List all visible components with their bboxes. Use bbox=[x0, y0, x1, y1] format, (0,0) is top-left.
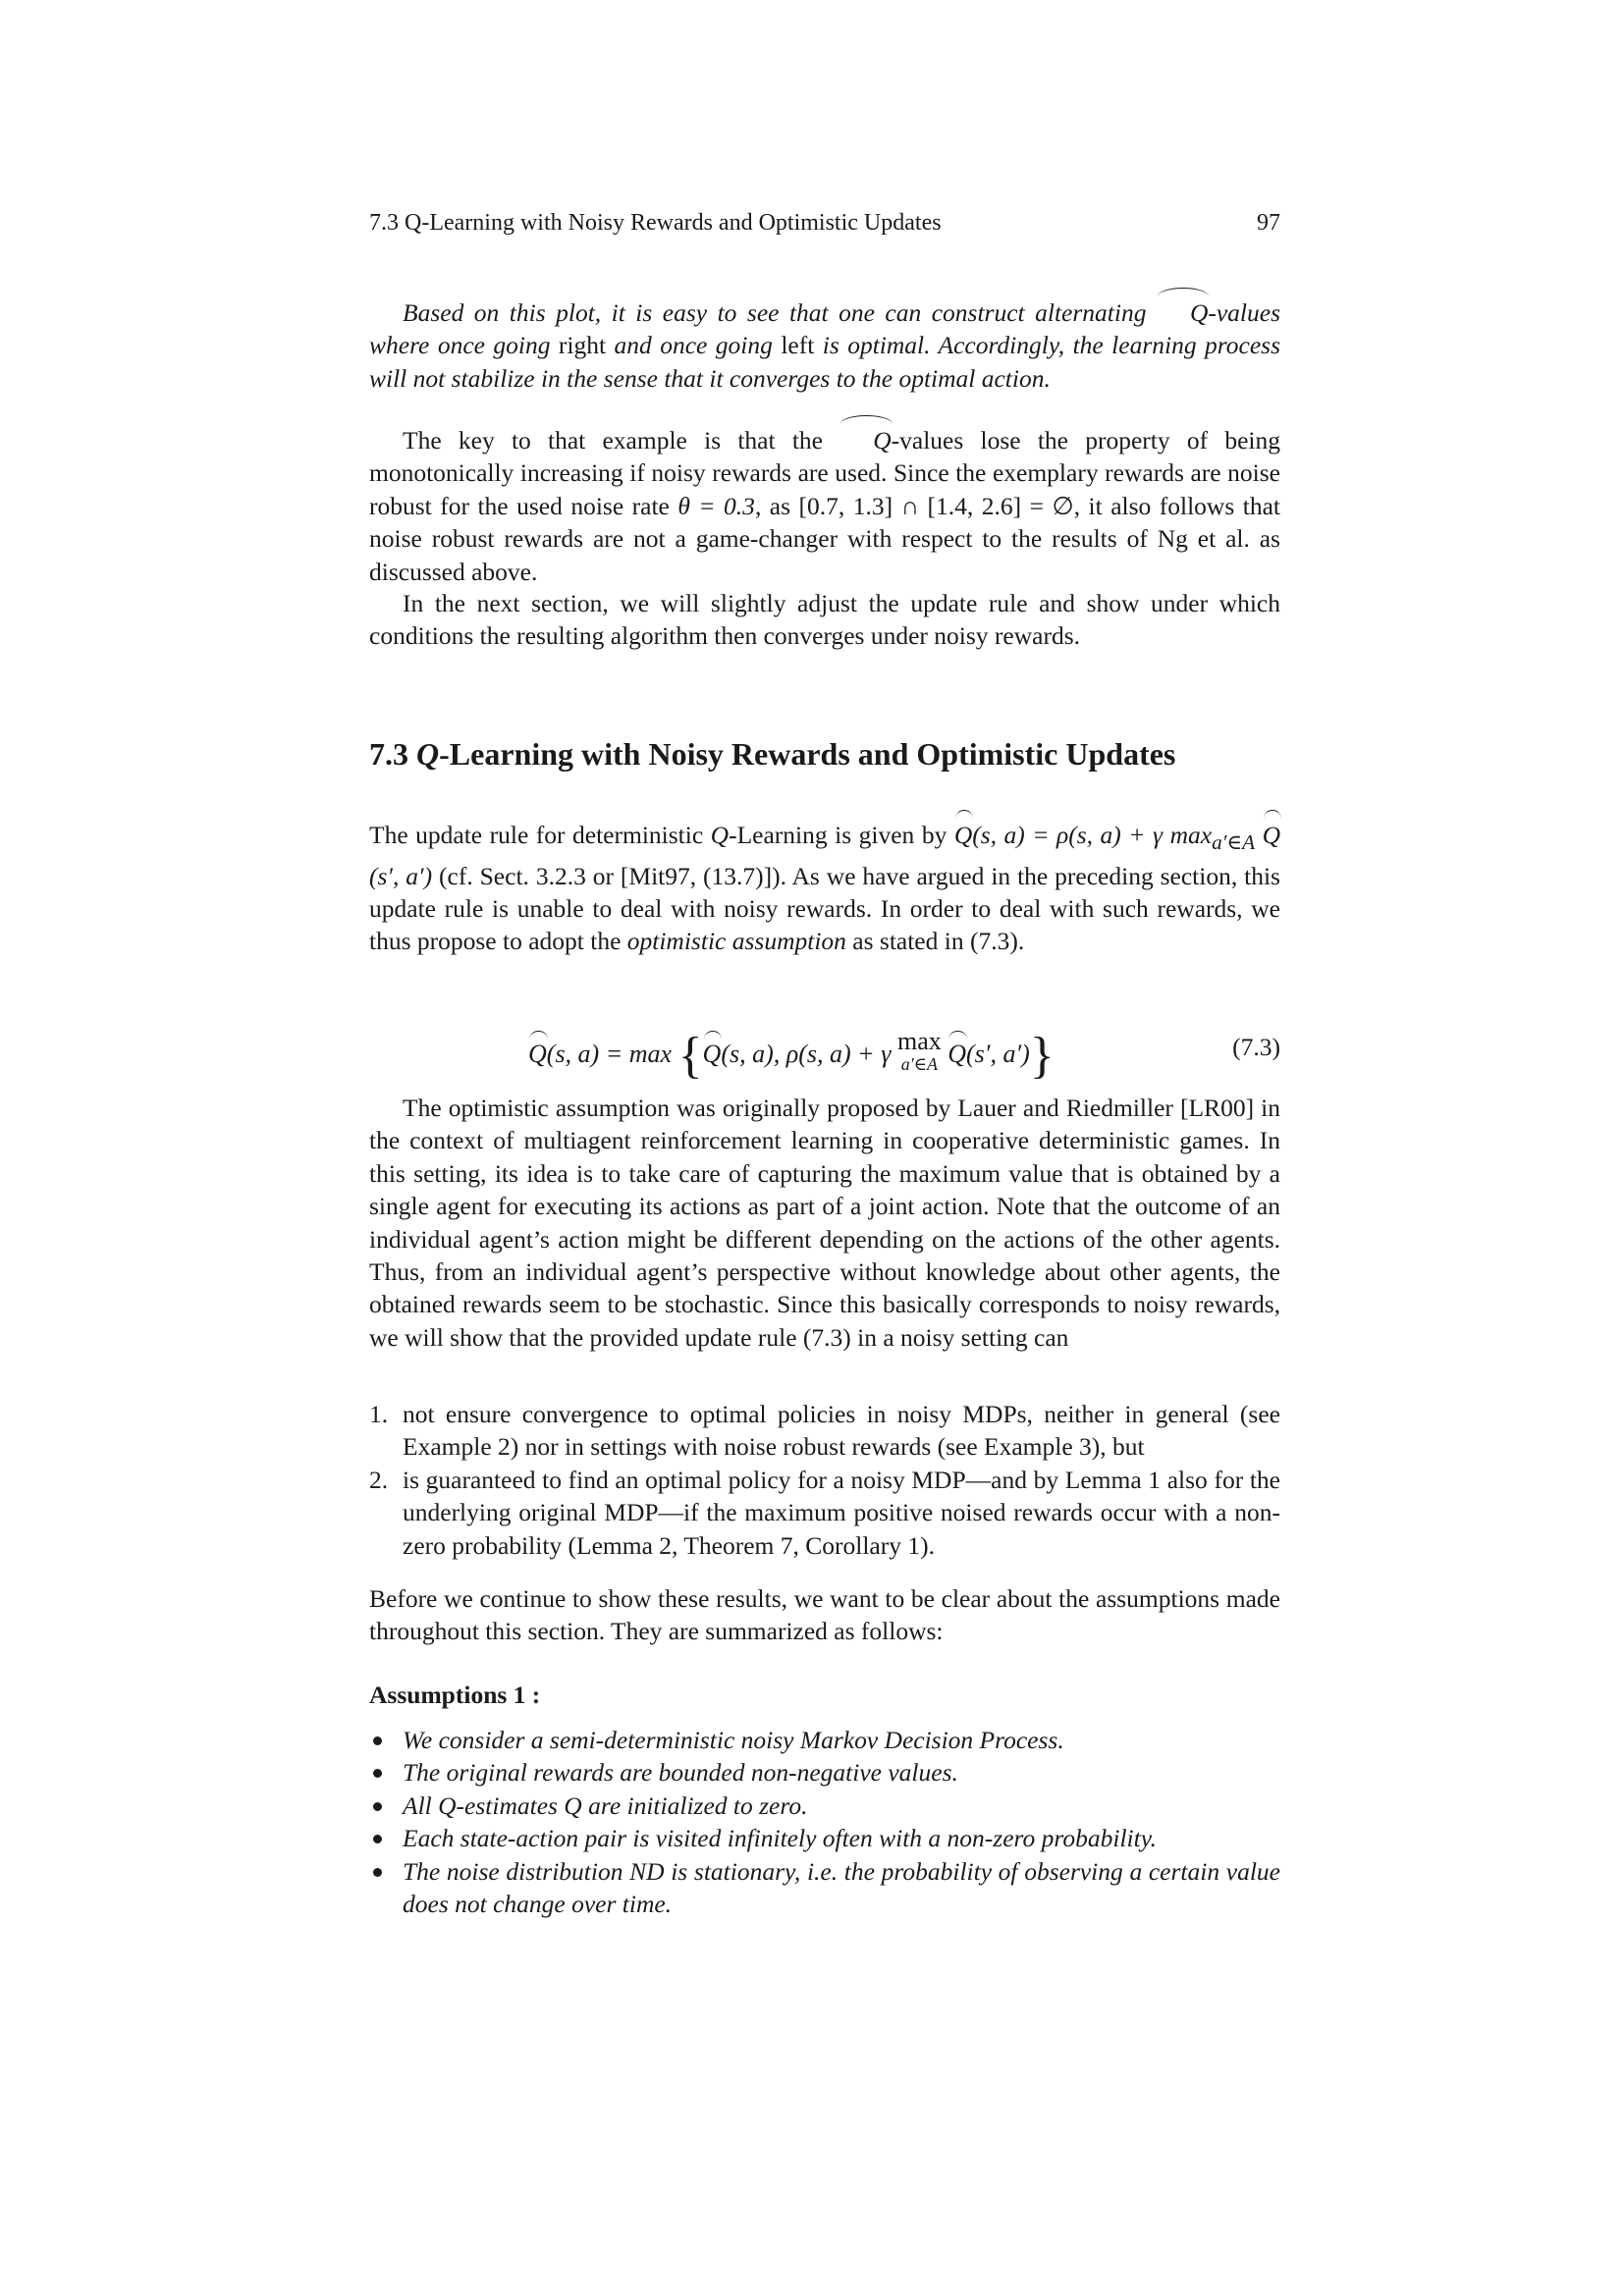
q-hat-symbol: Q bbox=[947, 1040, 967, 1068]
text-run: , as bbox=[754, 491, 799, 520]
display-equation-7-3 bbox=[369, 1021, 1280, 1092]
action-right: right bbox=[558, 331, 607, 360]
equation-inner-1: (s, a), ρ(s, a) + γ bbox=[721, 1040, 892, 1068]
assumptions-heading: Assumptions 1 : bbox=[369, 1681, 541, 1709]
inline-equation-subscript: a′∈A bbox=[1212, 830, 1256, 855]
bullet-icon bbox=[373, 1802, 382, 1811]
q-hat-symbol: Q bbox=[1263, 819, 1280, 851]
assumption-text: The noise distribution ND is stationary, i.e. the probability of observing a certain value does not change over time. bbox=[403, 1856, 1280, 1919]
text-run: , it also follows that noise robust rewards are not a game-changer with respect to the results of Ng et al. as discussed above. bbox=[369, 491, 1280, 586]
q-hat-symbol: Q bbox=[1157, 296, 1208, 329]
max-subscript: a′∈A bbox=[900, 1054, 938, 1074]
q-symbol: Q bbox=[710, 821, 730, 849]
assumption-item bbox=[369, 1855, 1280, 1921]
theta-value: θ = 0.3 bbox=[677, 491, 755, 520]
list-item-text: not ensure convergence to optimal policies in noisy MDPs, neither in general (see Example 2) nor in settings with noise robust rewards (see Example 3), but bbox=[403, 1400, 1280, 1462]
interval-expression: [0.7, 1.3] ∩ [1.4, 2.6] = ∅ bbox=[798, 491, 1074, 520]
text-run: The update rule for deterministic bbox=[369, 821, 711, 849]
section-title: -Learning with Noisy Rewards and Optimistic Updates bbox=[439, 736, 1176, 772]
assumptions-list bbox=[369, 1724, 1280, 1920]
equation-body bbox=[528, 1027, 1055, 1085]
text-run: as stated in (7.3). bbox=[845, 927, 1025, 956]
close-brace: } bbox=[1029, 1028, 1055, 1084]
running-head bbox=[369, 208, 1280, 238]
assumption-item bbox=[369, 1822, 1280, 1854]
list-item bbox=[369, 1398, 1280, 1464]
bullet-icon bbox=[373, 1736, 382, 1745]
max-label: max bbox=[896, 1027, 942, 1055]
assumption-text: We consider a semi-deterministic noisy Markov Decision Process. bbox=[403, 1726, 1064, 1754]
q-hat-symbol: Q bbox=[954, 819, 972, 851]
text-run: -Learning is given by bbox=[729, 821, 954, 849]
max-operator bbox=[897, 1027, 942, 1072]
text-run: -values lose the property of being monotonically increasing if noisy rewards are used. Since the exemplary rewards are noise robust for the used noise rate bbox=[369, 426, 1280, 520]
q-hat-symbol: Q bbox=[528, 1040, 547, 1068]
update-rule-paragraph bbox=[369, 819, 1280, 958]
text-run: and once going bbox=[606, 331, 782, 360]
equation-number: (7.3) bbox=[1232, 1033, 1280, 1061]
text-run: The key to that example is that the bbox=[403, 426, 840, 454]
equation-lhs: (s, a) = max bbox=[546, 1040, 673, 1068]
action-left: left bbox=[781, 331, 815, 360]
page-number: 97 bbox=[1257, 210, 1280, 236]
running-head-title: 7.3 Q-Learning with Noisy Rewards and Optimistic Updates bbox=[369, 210, 942, 236]
bullet-icon bbox=[373, 1868, 382, 1877]
list-item-label: 2. bbox=[369, 1465, 389, 1494]
assumption-text: Each state-action pair is visited infinitely often with a non-zero probability. bbox=[403, 1824, 1157, 1853]
list-item-text: is guaranteed to find an optimal policy for a noisy MDP—and by Lemma 1 also for the underlying original MDP—if the maximum positive noised rewards occur with a non-zero probability (Lemma 2, Theorem 7, Corollary 1). bbox=[403, 1465, 1280, 1560]
list-item bbox=[369, 1464, 1280, 1562]
assumption-item bbox=[369, 1756, 1280, 1789]
assumption-item bbox=[369, 1789, 1280, 1822]
example-conclusion-paragraph bbox=[369, 296, 1280, 395]
emphasis-optimistic-assumption: optimistic assumption bbox=[626, 927, 846, 956]
assumption-text: All Q-estimates Q are initialized to zero. bbox=[403, 1790, 808, 1820]
before-results-paragraph: Before we continue to show these results, we want to be clear about the assumptions made throughout this section. They are summarized as follows: bbox=[369, 1584, 1280, 1646]
numbered-list bbox=[369, 1398, 1280, 1562]
assumption-text: The original rewards are bounded non-negative values. bbox=[403, 1758, 958, 1788]
equation-inner-2: (s′, a′) bbox=[966, 1040, 1030, 1068]
section-number: 7.3 bbox=[369, 736, 408, 772]
text-run: is optimal. Accordingly, the learning process will not stabilize in the sense that it converges to the optimal action. bbox=[369, 331, 1280, 393]
next-section-paragraph: In the next section, we will slightly adjust the update rule and show under which conditions the resulting algorithm then converges under noisy rewards. bbox=[369, 589, 1280, 651]
list-item-label: 1. bbox=[369, 1400, 389, 1428]
key-example-paragraph bbox=[369, 424, 1280, 588]
bullet-icon bbox=[373, 1835, 382, 1843]
open-brace: { bbox=[677, 1028, 703, 1084]
bullet-icon bbox=[373, 1769, 382, 1778]
text-run: Based on this plot, it is easy to see that one can construct alternating bbox=[403, 298, 1157, 327]
optimistic-assumption-paragraph: The optimistic assumption was originally proposed by Lauer and Riedmiller [LR00] in the context of multiagent reinforcement learning in cooperative deterministic games. In this setting, its idea is to take care of capturing the maximum value that is obtained by a single agent for executing its actions as part of a joint action. Note that the outcome of an individual agent’s action might be different depending on the actions of the other agents. Thus, from an individual agent’s perspective without knowledge about other agents, the obtained rewards seem to be stochastic. Since this basically corresponds to noisy rewards, we will show that the provided update rule (7.3) in a noisy setting can bbox=[369, 1094, 1280, 1352]
q-hat-symbol: Q bbox=[702, 1040, 722, 1068]
section-heading bbox=[369, 734, 1175, 774]
text-run: (cf. Sect. 3.2.3 or [Mit97, (13.7)]). As we have argued in the preceding section, this update rule is unable to deal with noisy rewards. In order to deal with such rewards, we thus propose to adopt the bbox=[369, 861, 1280, 956]
inline-equation-rhs: (s′, a′) bbox=[369, 861, 433, 890]
text-run: -values where once going bbox=[369, 298, 1280, 360]
q-hat-symbol: Q bbox=[839, 424, 891, 456]
section-q-symbol: Q bbox=[416, 736, 440, 772]
inline-equation-lhs: (s, a) = ρ(s, a) + γ max bbox=[972, 821, 1213, 849]
assumption-item bbox=[369, 1724, 1280, 1756]
